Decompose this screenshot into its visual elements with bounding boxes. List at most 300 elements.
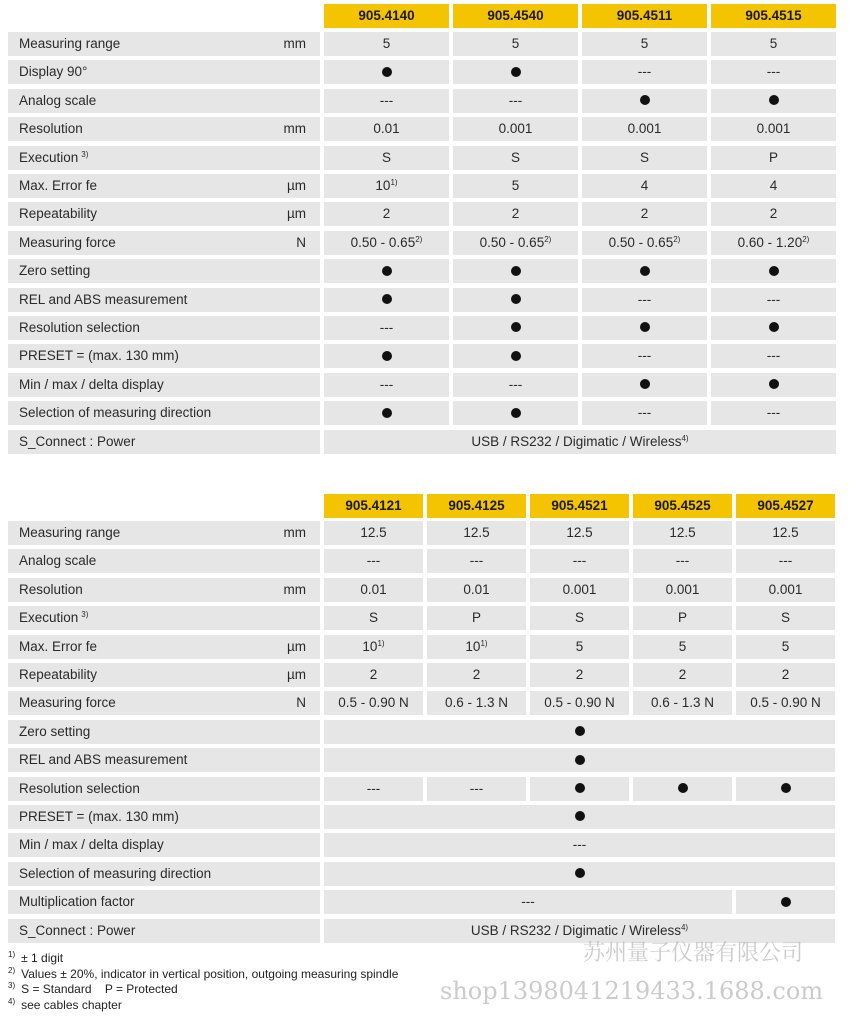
- cell-text: 12.5: [772, 525, 799, 540]
- row-label-text: Min / max / delta display: [19, 837, 164, 853]
- value-cell: [453, 316, 578, 340]
- table-row: [8, 146, 840, 170]
- row-label-text: Repeatability: [19, 206, 98, 222]
- cell-text: 2: [511, 206, 520, 222]
- cell-text: ---: [508, 376, 523, 392]
- cell-text: 2: [769, 206, 778, 222]
- value-cell: [427, 691, 526, 715]
- cell-text: ---: [637, 348, 652, 364]
- cell-text: P: [768, 149, 778, 165]
- feature-dot-icon: [511, 266, 521, 276]
- feature-dot-icon: [575, 783, 585, 793]
- footnote-ref: 2): [673, 234, 681, 244]
- header-spacer: [8, 494, 320, 518]
- value-cell: [736, 663, 835, 687]
- value-cell: [324, 259, 449, 283]
- value-cell: [736, 777, 835, 801]
- value-cell: [736, 549, 835, 573]
- value-cell: [427, 663, 526, 687]
- value-cell: [711, 316, 836, 340]
- row-label-text: S_Connect : Power: [19, 433, 136, 449]
- cell-text: 2: [575, 667, 584, 682]
- row-label: [8, 919, 320, 943]
- cell-text: ---: [637, 405, 652, 421]
- table-row: [8, 578, 839, 602]
- value-cell: [633, 606, 732, 630]
- cell-text: S: [381, 149, 391, 165]
- footnote-ref: 1): [377, 638, 385, 648]
- row-unit: mm: [283, 36, 306, 51]
- row-label-text: PRESET = (max. 130 mm): [19, 809, 179, 824]
- row-label: [8, 635, 320, 659]
- model-header: 905.4540: [453, 4, 578, 28]
- row-label-text: REL and ABS measurement: [19, 752, 188, 768]
- feature-dot-icon: [781, 783, 791, 793]
- cell-text: 0.5 - 0.90 N: [750, 695, 821, 711]
- table-row: [8, 32, 840, 56]
- table-row: [8, 344, 840, 368]
- feature-dot-icon: [640, 322, 650, 332]
- table-row: [8, 748, 839, 772]
- row-unit: µm: [286, 178, 306, 193]
- value-cell: [633, 777, 732, 801]
- table-row: [8, 691, 839, 715]
- cell-text: ---: [766, 348, 781, 364]
- value-cell: [582, 60, 707, 84]
- value-cell: [582, 231, 707, 255]
- table-row: [8, 777, 839, 801]
- cell-text: 2: [472, 667, 481, 682]
- value-cell: [453, 259, 578, 283]
- value-cell: [582, 259, 707, 283]
- feature-dot-icon: [575, 755, 585, 765]
- value-cell: [453, 401, 578, 425]
- footnote-ref: 4): [680, 922, 689, 932]
- value-cell: [530, 578, 629, 602]
- table-row: [8, 862, 839, 886]
- value-cell: [453, 202, 578, 226]
- cell-text: 2: [781, 667, 790, 682]
- cell-text: 2: [640, 206, 649, 222]
- value-cell: [453, 32, 578, 56]
- value-cell: [324, 373, 449, 397]
- row-label: [8, 549, 320, 573]
- footnote: [8, 998, 122, 1012]
- feature-dot-icon: [781, 897, 791, 907]
- model-header: 905.4121: [324, 494, 423, 518]
- feature-dot-icon: [511, 408, 521, 418]
- cell-text: ---: [508, 92, 523, 108]
- cell-text: 0.5 - 0.90 N: [338, 695, 409, 711]
- value-cell: [324, 344, 449, 368]
- row-label-text: Min / max / delta display: [19, 376, 164, 392]
- footnote-ref: 3): [81, 610, 89, 620]
- value-cell: [633, 578, 732, 602]
- cell-text: ---: [766, 64, 781, 80]
- feature-dot-icon: [640, 266, 650, 276]
- feature-dot-icon: [382, 67, 392, 77]
- value-cell: [736, 578, 835, 602]
- cell-text: 0.001: [768, 581, 803, 597]
- model-header: 905.4527: [736, 494, 835, 518]
- cell-text: USB / RS232 / Digimatic / Wireless: [471, 433, 682, 449]
- feature-dot-icon: [382, 266, 392, 276]
- value-cell: [530, 691, 629, 715]
- value-cell: [633, 691, 732, 715]
- footnote-mark: 4): [8, 996, 16, 1006]
- value-cell: [582, 89, 707, 113]
- footnote-mark: 1): [8, 950, 16, 959]
- row-label: [8, 401, 320, 425]
- cell-text: ---: [379, 92, 394, 108]
- row-label: [8, 862, 320, 886]
- value-cell: [453, 373, 578, 397]
- cell-text: ---: [469, 553, 484, 569]
- row-label-text: Measuring range: [19, 525, 121, 540]
- row-label-text: Display 90°: [19, 64, 88, 80]
- value-cell: [324, 117, 449, 141]
- value-cell: [324, 60, 449, 84]
- header-spacer: [8, 4, 320, 28]
- table-row: [8, 521, 839, 545]
- cell-text: ---: [766, 405, 781, 421]
- value-cell: [736, 606, 835, 630]
- table-row: [8, 635, 839, 659]
- footnote: [8, 951, 63, 965]
- row-label: [8, 833, 320, 857]
- feature-dot-icon: [640, 95, 650, 105]
- row-label-text: PRESET = (max. 130 mm): [19, 348, 179, 364]
- cell-text: 0.001: [665, 581, 700, 597]
- value-cell: [582, 373, 707, 397]
- row-label: [8, 174, 320, 198]
- cell-text: ---: [379, 320, 394, 335]
- cell-text: S: [639, 149, 649, 165]
- row-label: [8, 430, 320, 454]
- cell-text: 10: [362, 638, 378, 654]
- footnote-ref: 1): [390, 178, 398, 187]
- row-label: [8, 89, 320, 113]
- value-cell: [453, 344, 578, 368]
- cell-text: 0.50 - 0.65: [479, 234, 545, 250]
- value-cell: [427, 606, 526, 630]
- value-cell: [530, 521, 629, 545]
- feature-dot-icon: [382, 408, 392, 418]
- cell-text: ---: [637, 291, 652, 307]
- footnote-text: ± 1 digit: [21, 951, 64, 965]
- model-header: 905.4140: [324, 4, 449, 28]
- feature-dot-icon: [575, 811, 585, 821]
- row-label: [8, 146, 320, 170]
- table-row: [8, 833, 839, 857]
- cell-text: 5: [678, 638, 687, 654]
- table-row: [8, 117, 840, 141]
- value-cell: [633, 663, 732, 687]
- cell-text: 0.01: [360, 581, 387, 597]
- cell-text: 4: [769, 178, 778, 193]
- row-label-text: Resolution: [19, 121, 83, 137]
- footnote-text: Values ± 20%, indicator in vertical position, outgoing measuring spindle: [21, 966, 399, 981]
- value-cell: [633, 635, 732, 659]
- row-unit: N: [296, 695, 306, 711]
- row-label-text: Execution: [19, 610, 79, 626]
- cell-text: S: [574, 610, 584, 626]
- value-cell: [324, 549, 423, 573]
- cell-text: 5: [640, 36, 649, 51]
- row-label: [8, 32, 320, 56]
- value-cell: [427, 549, 526, 573]
- cell-text: 12.5: [566, 525, 593, 540]
- cell-text: 4: [640, 178, 649, 193]
- footnote-ref: 4): [681, 433, 689, 443]
- cell-text: ---: [366, 553, 381, 569]
- row-label: [8, 288, 320, 312]
- value-cell: [324, 401, 449, 425]
- footnote: [8, 982, 178, 996]
- value-cell: [711, 259, 836, 283]
- row-label-text: Measuring force: [19, 695, 116, 711]
- row-label-text: Repeatability: [19, 667, 98, 682]
- value-cell: [711, 146, 836, 170]
- row-label-text: Max. Error fe: [19, 638, 98, 654]
- cell-text: ---: [778, 553, 793, 569]
- row-label-text: Measuring range: [19, 36, 121, 51]
- value-cell: [530, 777, 629, 801]
- value-cell: [711, 344, 836, 368]
- cell-text: ---: [469, 780, 484, 796]
- value-cell: [582, 146, 707, 170]
- value-cell: [582, 202, 707, 226]
- value-cell: [427, 578, 526, 602]
- table-row: [8, 89, 840, 113]
- model-header: 905.4525: [633, 494, 732, 518]
- value-cell: [582, 316, 707, 340]
- value-cell: [324, 231, 449, 255]
- table-row: [8, 549, 839, 573]
- row-label-text: Execution: [19, 149, 79, 165]
- cell-text: ---: [766, 291, 781, 307]
- value-cell: [324, 146, 449, 170]
- cell-text: 5: [511, 178, 520, 193]
- cell-text: P: [471, 610, 481, 626]
- value-cell: [324, 174, 449, 198]
- cell-text: S: [510, 149, 520, 165]
- value-cell: [711, 288, 836, 312]
- value-cell: [324, 578, 423, 602]
- row-label-text: Multiplication factor: [19, 894, 135, 910]
- span-cell: [324, 748, 835, 772]
- span-cell: [324, 805, 835, 829]
- span-cell: [324, 890, 732, 914]
- cell-text: S: [780, 610, 790, 626]
- footnote-text: see cables chapter: [21, 997, 122, 1012]
- row-label: [8, 521, 320, 545]
- cell-text: 2: [678, 667, 687, 682]
- cell-text: 5: [575, 638, 584, 654]
- row-label-text: Resolution selection: [19, 320, 140, 335]
- row-label-text: Zero setting: [19, 263, 91, 279]
- value-cell: [427, 777, 526, 801]
- model-header-row: [8, 494, 839, 518]
- value-cell: [530, 549, 629, 573]
- cell-text: ---: [379, 376, 394, 392]
- value-cell: [582, 344, 707, 368]
- span-cell: [324, 720, 835, 744]
- value-cell: [427, 521, 526, 545]
- value-cell: [633, 521, 732, 545]
- footnote-mark: 2): [8, 965, 16, 975]
- value-cell: [711, 60, 836, 84]
- table-row: [8, 259, 840, 283]
- table-row: [8, 373, 840, 397]
- row-label-text: Analog scale: [19, 92, 97, 108]
- feature-dot-icon: [769, 266, 779, 276]
- feature-dot-icon: [511, 67, 521, 77]
- value-cell: [324, 777, 423, 801]
- value-cell: [324, 691, 423, 715]
- cell-text: ---: [521, 894, 535, 910]
- row-unit: µm: [286, 206, 306, 222]
- row-label: [8, 60, 320, 84]
- feature-dot-icon: [678, 783, 688, 793]
- value-cell: [324, 521, 423, 545]
- value-cell: [324, 316, 449, 340]
- row-label-text: Analog scale: [19, 553, 97, 569]
- value-cell: [736, 635, 835, 659]
- row-unit: mm: [283, 121, 306, 137]
- row-label: [8, 606, 320, 630]
- feature-dot-icon: [769, 379, 779, 389]
- row-unit: µm: [286, 667, 306, 682]
- span-cell: [736, 890, 835, 914]
- value-cell: [582, 32, 707, 56]
- cell-text: 0.6 - 1.3 N: [444, 695, 509, 711]
- value-cell: [453, 146, 578, 170]
- watermark-company: 苏州量子仪器有限公司: [583, 941, 804, 966]
- table-row: [8, 720, 839, 744]
- value-cell: [453, 60, 578, 84]
- value-cell: [453, 288, 578, 312]
- cell-text: 0.01: [463, 581, 490, 597]
- cell-text: 10: [465, 638, 481, 654]
- cell-text: 10: [375, 178, 391, 193]
- row-label: [8, 777, 320, 801]
- model-header-row: [8, 4, 840, 28]
- model-header: 905.4521: [530, 494, 629, 518]
- cell-text: ---: [366, 780, 381, 796]
- cell-text: 0.6 - 1.3 N: [650, 695, 715, 711]
- footnote-text: S = Standard P = Protected: [21, 982, 178, 996]
- table-row: [8, 663, 839, 687]
- footnote-ref: 2): [415, 234, 423, 244]
- cell-text: ---: [675, 553, 690, 569]
- value-cell: [324, 202, 449, 226]
- cell-text: 0.001: [562, 581, 597, 597]
- row-unit: mm: [283, 581, 306, 597]
- row-label: [8, 117, 320, 141]
- feature-dot-icon: [382, 351, 392, 361]
- value-cell: [582, 288, 707, 312]
- footnote-ref: 2): [544, 234, 552, 244]
- cell-text: 0.001: [756, 121, 791, 137]
- cell-text: 5: [382, 36, 391, 51]
- row-label: [8, 259, 320, 283]
- table-row: [8, 401, 840, 425]
- cell-text: S: [368, 610, 378, 626]
- row-label: [8, 691, 320, 715]
- value-cell: [324, 663, 423, 687]
- value-cell: [453, 231, 578, 255]
- value-cell: [530, 635, 629, 659]
- cell-text: 0.50 - 0.65: [350, 234, 416, 250]
- value-cell: [324, 606, 423, 630]
- watermark-shop-url: shop1398041219433.1688.com: [440, 977, 824, 1005]
- table-row: [8, 202, 840, 226]
- value-cell: [711, 373, 836, 397]
- value-cell: [427, 635, 526, 659]
- model-header: 905.4515: [711, 4, 836, 28]
- row-label-text: Resolution: [19, 581, 83, 597]
- value-cell: [711, 32, 836, 56]
- value-cell: [633, 549, 732, 573]
- value-cell: [711, 174, 836, 198]
- cell-text: 5: [769, 36, 778, 51]
- cell-text: 0.60 - 1.20: [737, 234, 803, 250]
- row-label-text: Selection of measuring direction: [19, 865, 212, 881]
- table-row: [8, 288, 840, 312]
- table-row: [8, 231, 840, 255]
- footnote-ref: 1): [480, 638, 488, 648]
- row-label: [8, 344, 320, 368]
- row-label: [8, 578, 320, 602]
- cell-text: 0.50 - 0.65: [608, 234, 674, 250]
- cell-text: 0.001: [627, 121, 662, 137]
- value-cell: [324, 635, 423, 659]
- row-label: [8, 663, 320, 687]
- span-cell: [324, 862, 835, 886]
- row-label-text: S_Connect : Power: [19, 922, 136, 938]
- row-unit: N: [296, 234, 306, 250]
- footnote-mark: 3): [8, 981, 16, 990]
- value-cell: [736, 691, 835, 715]
- model-header: 905.4511: [582, 4, 707, 28]
- row-label: [8, 748, 320, 772]
- cell-text: 2: [382, 206, 391, 222]
- row-label-text: Selection of measuring direction: [19, 405, 212, 421]
- row-label: [8, 202, 320, 226]
- span-cell: [324, 430, 836, 454]
- feature-dot-icon: [575, 726, 585, 736]
- table-row: [8, 174, 840, 198]
- feature-dot-icon: [769, 95, 779, 105]
- table-row: [8, 606, 839, 630]
- feature-dot-icon: [769, 322, 779, 332]
- row-label: [8, 231, 320, 255]
- span-cell: [324, 833, 835, 857]
- cell-text: ---: [637, 64, 652, 80]
- value-cell: [582, 174, 707, 198]
- footnote-ref: 3): [81, 149, 89, 159]
- cell-text: USB / RS232 / Digimatic / Wireless: [470, 922, 681, 938]
- row-label: [8, 373, 320, 397]
- row-label-text: Max. Error fe: [19, 178, 98, 193]
- row-label-text: Measuring force: [19, 234, 116, 250]
- cell-text: 5: [511, 36, 520, 51]
- cell-text: 0.001: [498, 121, 533, 137]
- cell-text: ---: [572, 553, 587, 569]
- cell-text: 5: [781, 638, 790, 654]
- value-cell: [711, 231, 836, 255]
